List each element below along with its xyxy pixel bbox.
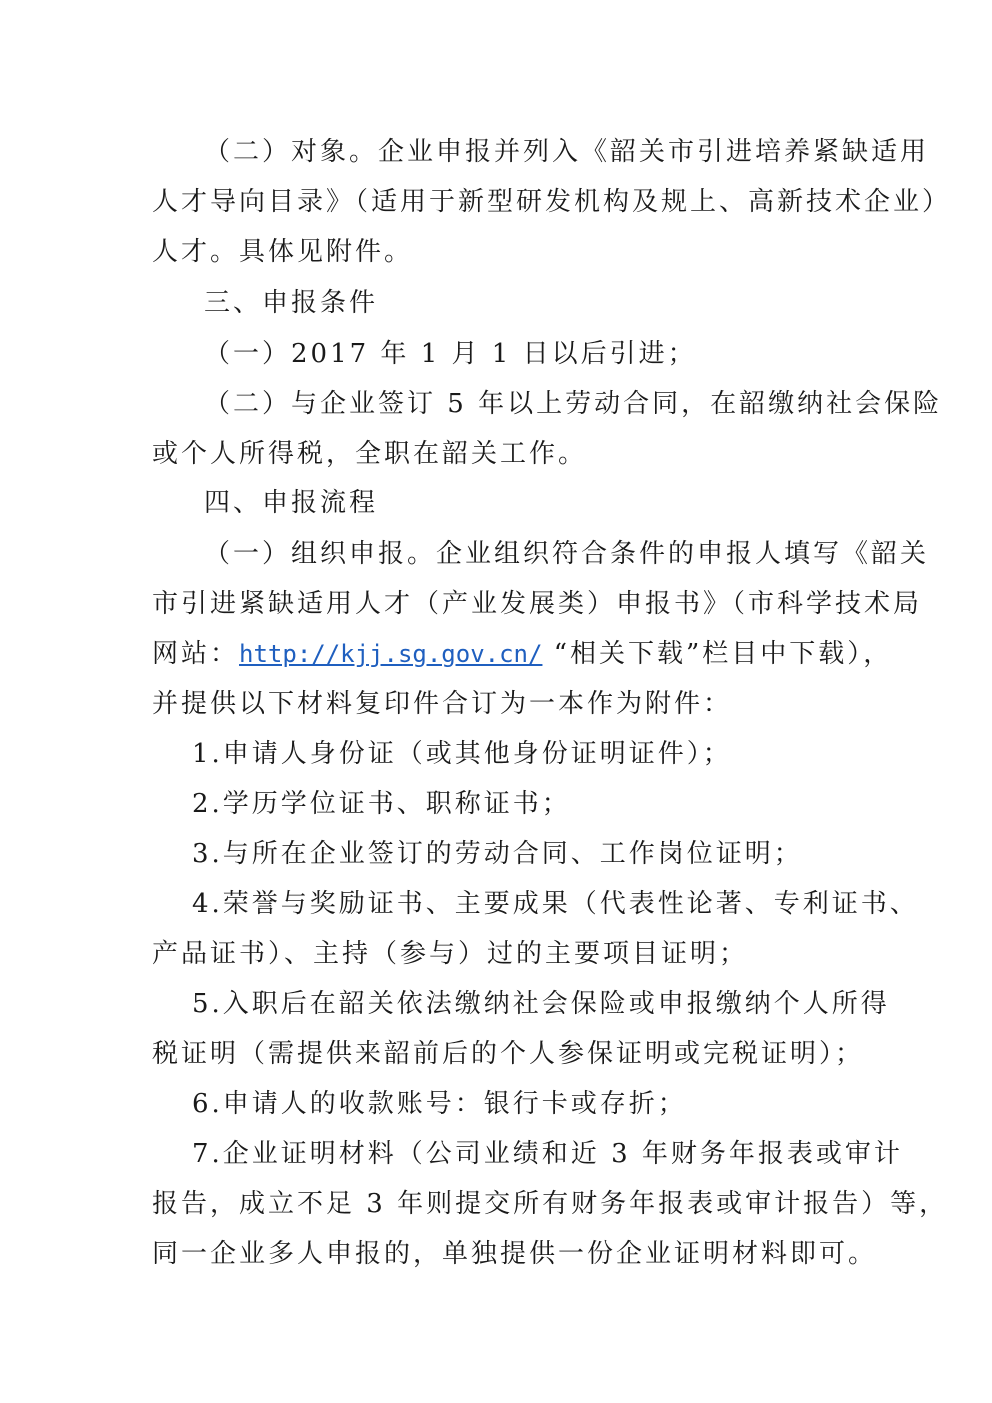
website-prefix: 网站：: [152, 639, 240, 669]
list-item: 7.企业证明材料（公司业绩和近 3 年财务年报表或审计: [192, 1139, 903, 1169]
list-item: 3.与所在企业签订的劳动合同、工作岗位证明；: [192, 839, 803, 869]
paragraph-line: 或个人所得税，全职在韶关工作。: [152, 439, 588, 469]
paragraph-line: （一）组织申报。企业组织符合条件的申报人填写《韶关: [204, 539, 930, 569]
paragraph-line: 人才导向目录》（适用于新型研发机构及规上、高新技术企业）: [152, 187, 952, 217]
paragraph-line: （一）2017 年 1 月 1 日以后引进；: [204, 339, 697, 369]
list-item: 1.申请人身份证（或其他身份证明证件）；: [192, 739, 732, 769]
website-suffix: “相关下载”栏目中下载），: [542, 639, 893, 669]
website-link[interactable]: http://kjj.sg.gov.cn/: [239, 640, 543, 668]
paragraph-line: （二）与企业签订 5 年以上劳动合同，在韶缴纳社会保险: [204, 389, 943, 419]
paragraph-line: 并提供以下材料复印件合订为一本作为附件：: [152, 689, 733, 719]
list-item: 2.学历学位证书、职称证书；: [192, 789, 571, 819]
paragraph-line: 人才。具体见附件。: [152, 237, 414, 267]
paragraph-line: 市引进紧缺适用人才（产业发展类）申报书》（市科学技术局: [152, 589, 923, 619]
list-item-continuation: 产品证书）、主持（参与）过的主要项目证明；: [152, 939, 749, 969]
list-item-continuation: 同一企业多人申报的，单独提供一份企业证明材料即可。: [152, 1239, 878, 1269]
paragraph-line: （二）对象。企业申报并列入《韶关市引进培养紧缺适用: [204, 137, 930, 167]
website-line: [152, 637, 893, 671]
section-heading: 四、申报流程: [204, 488, 379, 518]
list-item: 4.荣誉与奖励证书、主要成果（代表性论著、专利证书、: [192, 889, 919, 919]
list-item-continuation: 报告，成立不足 3 年则提交所有财务年报表或审计报告）等，: [152, 1189, 949, 1219]
list-item: 5.入职后在韶关依法缴纳社会保险或申报缴纳个人所得: [192, 989, 890, 1019]
list-item-continuation: 税证明（需提供来韶前后的个人参保证明或完税证明）；: [152, 1039, 865, 1069]
list-item: 6.申请人的收款账号：银行卡或存折；: [192, 1089, 687, 1119]
section-heading: 三、申报条件: [204, 288, 379, 318]
